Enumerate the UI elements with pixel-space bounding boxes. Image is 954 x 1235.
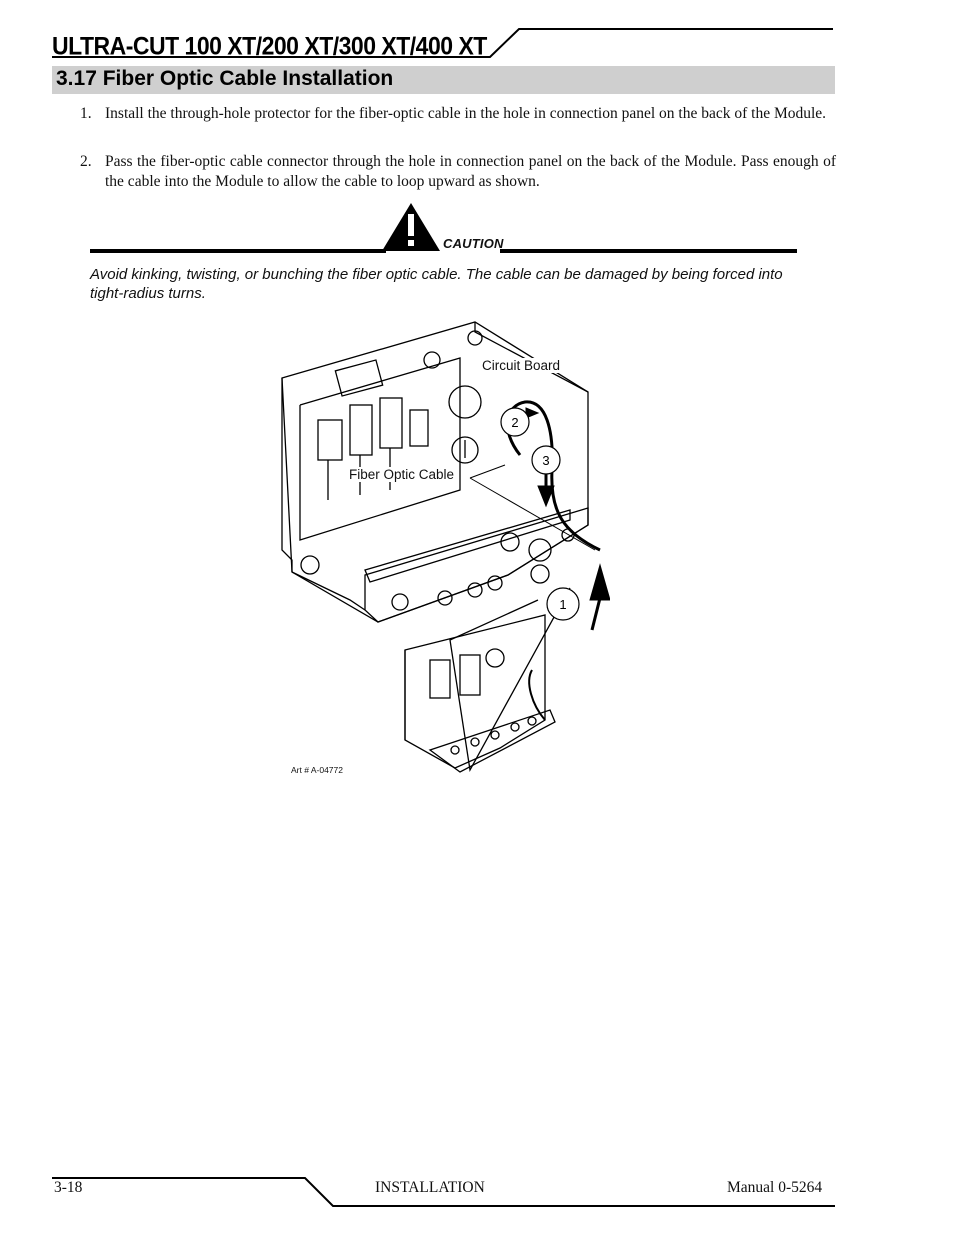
module-illustration [270, 310, 610, 780]
footer-page-number: 3-18 [54, 1179, 83, 1196]
caution-rule-right [500, 249, 797, 253]
step-number: 2. [80, 153, 92, 170]
art-number: Art # A-04772 [291, 765, 343, 775]
callout-2: 2 [511, 415, 519, 430]
label-circuit-board: Circuit Board [482, 358, 561, 373]
caution-rule-left [90, 249, 386, 253]
footer-section-name: INSTALLATION [375, 1179, 485, 1196]
callout-3: 3 [542, 453, 550, 468]
step-1 [80, 104, 836, 144]
step-number: 1. [80, 105, 92, 122]
callout-1: 1 [559, 597, 567, 612]
step-text: Pass the fiber-optic cable connector through the hole in connection panel on the back of the Module. Pass enough of the cable into the Module to allow the cable to loop upward as shown. [105, 153, 836, 190]
document-header-title: ULTRA-CUT 100 XT/200 XT/300 XT/400 XT [52, 32, 487, 61]
section-title: 3.17 Fiber Optic Cable Installation [56, 67, 394, 90]
footer-manual-number: Manual 0-5264 [727, 1179, 823, 1196]
caution-label: CAUTION [443, 236, 504, 251]
label-fiber-optic-cable: Fiber Optic Cable [349, 467, 455, 482]
warning-triangle-icon [380, 201, 442, 253]
step-2 [80, 152, 836, 192]
caution-text: Avoid kinking, twisting, or bunching the fiber optic cable. The cable can be damaged by being forced into tight-radius turns. [90, 266, 783, 302]
step-text: Install the through-hole protector for the fiber-optic cable in the hole in connection panel on the back of the Module. [105, 105, 827, 122]
